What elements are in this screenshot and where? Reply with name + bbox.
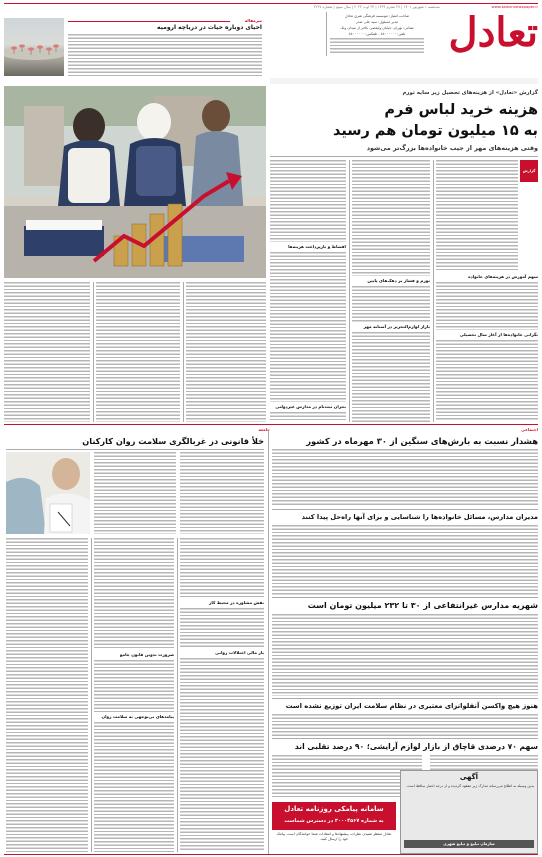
col-divider	[183, 282, 184, 422]
masthead-info	[330, 13, 424, 55]
main-col-5	[96, 282, 180, 422]
story-divider	[272, 509, 538, 510]
story-divider	[272, 698, 538, 699]
story-body-tuition	[272, 614, 538, 696]
mh-col-4c	[94, 722, 174, 852]
flamingo-icon	[4, 18, 64, 76]
story-headline-mental-health: خلأ قانونی در غربالگری سلامت روان کارکنان	[82, 436, 264, 446]
main-col-3b	[270, 252, 346, 402]
story-headline-flu: هنوز هیچ واکسن آنفلوانزای معتبری در نظام سلامت ایران توزیع نشده است	[285, 702, 538, 710]
main-subhead: وقتی هزینه‌های مهر از جیب خانواده‌ها بزرگ‌تر می‌شود	[366, 144, 538, 152]
main-col-2	[352, 160, 430, 276]
col-divider	[177, 538, 178, 852]
brief-headline: احیای دوباره حیات در دریاچه ارومیه	[157, 24, 262, 31]
lake-photo	[4, 18, 64, 76]
section-rule	[4, 424, 538, 425]
story-headline-tuition: شهریه مدارس غیرانتفاعی از ۳۰ تا ۲۳۲ میلیون تومان است	[307, 601, 538, 610]
mh-subhead-2: بار مالی اختلالات روانی	[215, 650, 264, 655]
mh-col-2	[94, 452, 176, 534]
mh-col-4b	[94, 660, 174, 712]
school-uniform-photo	[4, 86, 266, 278]
info-line: صاحب امتیاز: موسسه فرهنگی هنری تعادل	[344, 14, 410, 18]
main-col-1c	[436, 340, 538, 420]
main-kicker: گزارش «تعادل» از هزینه‌های تحصیل زیر سایه تورم	[402, 90, 538, 96]
sms-number: به شماره ۳۰۰۰۴۵۶۷ در دسترس شماست	[284, 818, 384, 824]
main-col-3c	[270, 412, 346, 422]
ad-footer: سازمان تبلیغ و تبلیغ شهری	[404, 840, 534, 848]
counselling-photo	[6, 452, 90, 534]
main-col-4	[186, 282, 266, 422]
masthead-logo: تعادل	[448, 9, 538, 56]
col-divider	[93, 282, 94, 422]
story-body-schools	[272, 525, 538, 595]
masthead-divider	[326, 12, 327, 56]
col-divider	[433, 160, 434, 422]
main-subhead-2: نگرانی خانواده‌ها از آغاز سال تحصیلی	[459, 332, 538, 337]
main-col-6	[4, 282, 90, 422]
col-divider	[91, 538, 92, 852]
ad-title: آگهی	[459, 773, 479, 781]
section-label: اجتماعی	[521, 427, 538, 432]
date-line: سه‌شنبه ۱ شهریور ۱۴۰۱ | ۲۷ محرم ۱۴۴۴ | ۲۳ اوت ۲۰۲۲ | سال سوم | شماره ۲۲۶۷	[313, 5, 440, 9]
masthead-tagline	[270, 78, 538, 84]
main-headline-line2: به ۱۵ میلیون تومان هم رسید	[332, 123, 538, 139]
top-tag-rule	[68, 21, 230, 22]
mh-col-3c	[180, 658, 264, 852]
story-body-flu	[272, 714, 538, 736]
story-body-rain	[272, 449, 538, 507]
story-headline-schools: مدیران مدارس، مسائل خانواده‌ها را شناسایی و برای آنها راه‌حل پیدا کنند	[301, 513, 538, 521]
story-headline-rain: هشدار نسبت به بارش‌های سنگین از ۳۰ مهرماه در کشور	[306, 436, 538, 446]
story-headline-smuggling: سهم ۷۰ درصدی قاچاق از بازار لوازم آرایشی؛ ۹۰ درصد تقلبی اند	[294, 742, 538, 751]
main-subhead-1: سهم آموزش در هزینه‌های خانواده	[468, 274, 538, 279]
school-photo-illustration	[4, 86, 266, 278]
main-subhead-3: تورم و فشار بر دهک‌های پایین	[367, 278, 430, 283]
info-extra-lines	[330, 38, 424, 54]
mh-subhead-4: پیامدهای بی‌توجهی به سلامت روان	[101, 714, 174, 719]
main-rule	[270, 156, 538, 157]
top-tag: سرمقاله	[244, 18, 262, 23]
main-col-1b	[436, 282, 538, 330]
story-divider	[272, 597, 538, 598]
info-line: نشانی: تهران، خیابان ولیعصر، بالاتر از میدان ونک	[340, 26, 414, 30]
mh-col-3b	[180, 608, 264, 648]
main-col-2c	[352, 332, 430, 422]
info-line: تلفن: ۸۸۰۰۰۰۰۰ - تلفکس: ۸۸۰۰۰۰۰۰	[348, 32, 406, 36]
section-tag-report: گزارش	[520, 160, 538, 182]
mh-subhead-3: ضرورت تدوین قانون جامع	[119, 652, 174, 657]
mh-col-4	[94, 538, 174, 650]
mh-col-3	[180, 538, 264, 598]
section-sub-label: جامعه	[258, 427, 270, 432]
mh-subhead-1: نقش مشاوره در محیط کار	[208, 600, 264, 605]
col-divider	[349, 160, 350, 422]
sms-body: تعادل منتظر شنیدن نظرات، پیشنهادها و انتقادات شما خوانندگان است. پیامک خود را ارسال کنید.	[276, 832, 392, 841]
masthead	[0, 0, 542, 60]
website-label[interactable]: www.tadvinnewspaper.ir	[491, 4, 538, 9]
counselling-illustration	[6, 452, 90, 534]
main-col-2b	[352, 286, 430, 322]
story-divider	[6, 449, 264, 450]
main-col-1	[436, 160, 518, 272]
main-subhead-4: بازار لوازم‌التحریر در آستانه مهر	[363, 324, 430, 329]
main-headline-line1: هزینه خرید لباس فرم	[384, 102, 538, 118]
page-bottom-rule	[4, 854, 538, 855]
main-subhead-5: اقساط و بازپرداخت هزینه‌ها	[288, 244, 346, 249]
story-divider	[272, 738, 538, 739]
ad-body: بدین وسیله به اطلاع می‌رساند مدارک زیر مفقود گردیده و از درجه اعتبار ساقط است.	[406, 784, 534, 788]
mh-col-1	[180, 452, 264, 534]
sms-title: سامانه پیامکی روزنامه تعادل	[284, 805, 384, 813]
main-col-3	[270, 160, 346, 242]
brief-body	[68, 34, 262, 76]
main-subhead-6: بحران ثبت‌نام در مدارس غیردولتی	[275, 404, 346, 409]
section-divider	[268, 430, 269, 854]
mh-col-5	[6, 538, 88, 852]
info-line: مدیر مسئول: سید علی صدر	[355, 20, 399, 24]
